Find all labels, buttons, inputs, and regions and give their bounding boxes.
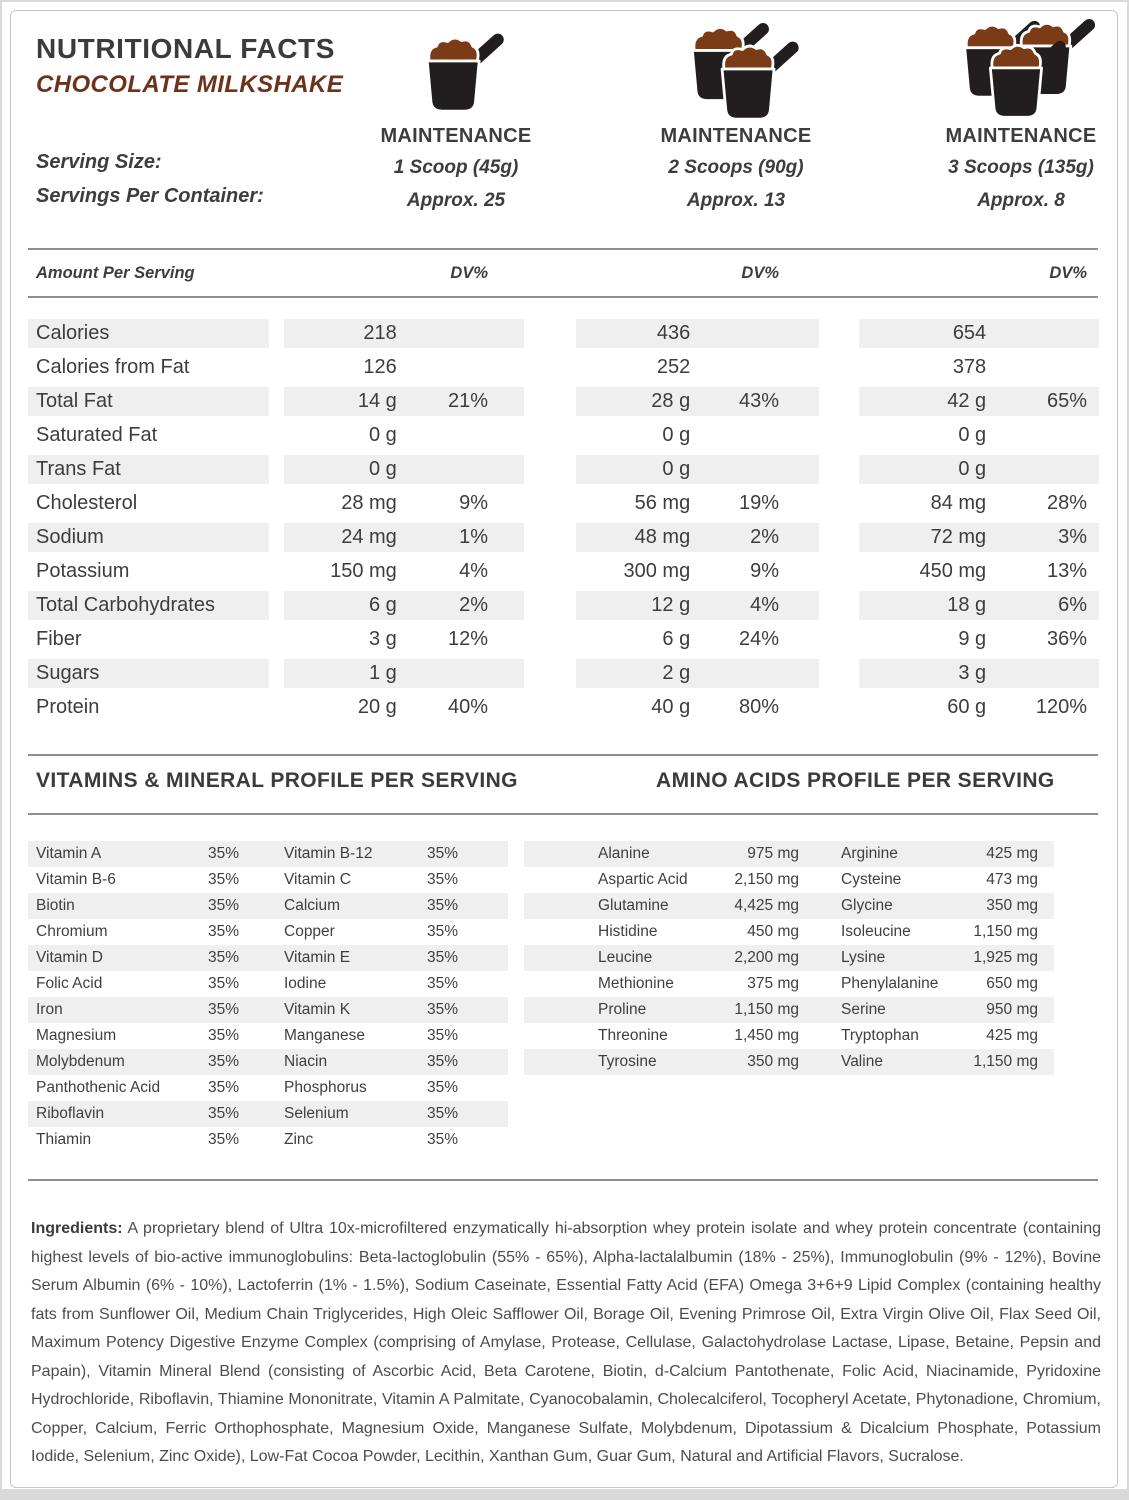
- amount-value: 12 g: [651, 594, 691, 616]
- amount-value: 3 g: [958, 662, 987, 684]
- item-value: 2,150 mg: [734, 871, 799, 888]
- dv-value: 65%: [1046, 390, 1087, 412]
- servings-count-value: Approx. 8: [977, 190, 1065, 211]
- nutrient-label: Saturated Fat: [36, 424, 158, 446]
- item-value: 1,150 mg: [973, 923, 1038, 940]
- dv-value: [986, 455, 1099, 484]
- nutrient-label: Fiber: [36, 628, 82, 650]
- item-name: Magnesium: [36, 1027, 117, 1044]
- nutrient-label: Trans Fat: [28, 455, 269, 484]
- amount-value: 9 g: [958, 628, 987, 650]
- dv-value: [986, 659, 1099, 688]
- profile-row: [28, 1127, 508, 1153]
- dv-value: 4%: [459, 560, 488, 582]
- profile-row: [28, 1075, 508, 1101]
- amount-value: 6 g: [662, 628, 691, 650]
- item-value: 35%: [426, 897, 458, 914]
- item-value: 650 mg: [986, 975, 1038, 992]
- nutrient-row: [28, 591, 1099, 620]
- dv-value: 13%: [1046, 560, 1087, 582]
- item-value: 35%: [426, 845, 458, 862]
- dv-value: 36%: [1046, 628, 1087, 650]
- divider: [28, 813, 1098, 815]
- profile-row: [28, 893, 508, 919]
- item-value: 35%: [426, 1027, 458, 1044]
- amount-per-serving-header: Amount Per Serving: [36, 264, 195, 282]
- dv-value: [397, 421, 524, 450]
- item-name: Chromium: [36, 923, 108, 940]
- dv-value: 40%: [447, 696, 488, 718]
- item-name: Vitamin K: [284, 1001, 351, 1018]
- amount-value: 84 mg: [930, 492, 987, 514]
- item-value: 1,150 mg: [973, 1053, 1038, 1070]
- serving-size-value: 3 Scoops (135g): [948, 157, 1094, 178]
- nutrient-label: Calories: [28, 319, 269, 348]
- profile-row: [524, 1049, 1054, 1075]
- item-name: Lysine: [841, 949, 886, 966]
- amount-value: 0 g: [662, 458, 691, 480]
- amount-value: 450 mg: [919, 560, 987, 582]
- dv-value: 6%: [1058, 594, 1087, 616]
- nutrient-label: Protein: [36, 696, 100, 718]
- dv-header: DV%: [450, 264, 488, 282]
- ingredients-label: Ingredients:: [31, 1220, 123, 1237]
- nutrient-row: [28, 693, 1099, 722]
- dv-value: [690, 319, 819, 348]
- double-scoop-icon: [611, 23, 861, 121]
- dv-value: 9%: [750, 560, 779, 582]
- item-name: Vitamin B-6: [36, 871, 116, 888]
- nutrient-row: [28, 319, 1099, 348]
- flavor-subtitle: CHOCOLATE MILKSHAKE: [36, 71, 344, 98]
- item-value: 35%: [426, 1053, 458, 1070]
- dv-header: DV%: [741, 264, 779, 282]
- item-name: Copper: [284, 923, 335, 940]
- nutrient-label: Calories from Fat: [36, 356, 190, 378]
- item-name: Histidine: [598, 923, 658, 940]
- dv-value: [690, 659, 819, 688]
- item-value: 35%: [207, 975, 239, 992]
- item-name: Glutamine: [598, 897, 669, 914]
- item-name: Calcium: [284, 897, 340, 914]
- item-value: 350 mg: [986, 897, 1038, 914]
- item-value: 35%: [426, 1079, 458, 1096]
- amount-value: 150 mg: [330, 560, 397, 582]
- amount-value: 72 mg: [930, 526, 987, 548]
- item-value: 35%: [207, 871, 239, 888]
- nutrient-row: [28, 455, 1099, 484]
- item-name: Leucine: [598, 949, 653, 966]
- profile-row: [524, 945, 1054, 971]
- dv-header: DV%: [1049, 264, 1087, 282]
- dv-value: 3%: [1058, 526, 1087, 548]
- serving-column-2: [611, 23, 861, 212]
- item-name: Cysteine: [841, 871, 902, 888]
- item-name: Vitamin B-12: [284, 845, 373, 862]
- item-value: 4,425 mg: [734, 897, 799, 914]
- item-value: 35%: [207, 897, 239, 914]
- plan-name: MAINTENANCE: [380, 125, 532, 147]
- profile-row: [524, 971, 1054, 997]
- nutrient-row: [28, 489, 1099, 518]
- amount-value: 654: [952, 322, 987, 344]
- dv-value: 24%: [738, 628, 779, 650]
- profile-row: [524, 919, 1054, 945]
- profile-row: [524, 841, 1054, 867]
- nutrient-row: [28, 421, 1099, 450]
- item-value: 425 mg: [986, 1027, 1038, 1044]
- item-name: Vitamin E: [284, 949, 351, 966]
- item-value: 1,150 mg: [734, 1001, 799, 1018]
- item-value: 425 mg: [986, 845, 1038, 862]
- nutrient-row: [28, 659, 1099, 688]
- dv-value: 1%: [459, 526, 488, 548]
- profile-row: [28, 971, 508, 997]
- amount-value: 1 g: [368, 662, 397, 684]
- item-name: Tryptophan: [841, 1027, 919, 1044]
- amount-value: 60 g: [947, 696, 987, 718]
- nutrient-label: Cholesterol: [36, 492, 138, 514]
- dv-value: [397, 353, 524, 382]
- dv-value: [986, 421, 1099, 450]
- dv-value: 120%: [1035, 696, 1087, 718]
- profile-row: [28, 919, 508, 945]
- amount-value: 18 g: [947, 594, 987, 616]
- item-value: 35%: [207, 1105, 239, 1122]
- item-value: 35%: [426, 1105, 458, 1122]
- dv-value: [690, 421, 819, 450]
- item-name: Manganese: [284, 1027, 366, 1044]
- nutrient-row: [28, 557, 1099, 586]
- serving-size-label: Serving Size:: [36, 151, 162, 173]
- vitamins-section-title: VITAMINS & MINERAL PROFILE PER SERVING: [36, 769, 518, 792]
- item-name: Tyrosine: [598, 1053, 657, 1070]
- item-name: Vitamin C: [284, 871, 351, 888]
- plan-name: MAINTENANCE: [660, 125, 812, 147]
- profile-row: [524, 867, 1054, 893]
- item-value: 473 mg: [986, 871, 1038, 888]
- divider: [28, 1179, 1098, 1181]
- profile-row: [28, 945, 508, 971]
- item-name: Proline: [598, 1001, 647, 1018]
- main-table-header: [28, 260, 1099, 286]
- dv-value: 21%: [447, 390, 488, 412]
- vitamins-table: [28, 841, 508, 1153]
- divider: [28, 248, 1098, 250]
- amount-value: 0 g: [368, 458, 397, 480]
- item-name: Vitamin D: [36, 949, 103, 966]
- servings-per-container-label: Servings Per Container:: [36, 185, 264, 207]
- divider: [28, 296, 1098, 298]
- nutrient-label: Sugars: [28, 659, 269, 688]
- item-name: Alanine: [598, 845, 650, 862]
- dv-value: [397, 659, 524, 688]
- item-value: 35%: [207, 1027, 239, 1044]
- nutrient-row: [28, 387, 1099, 416]
- item-value: 450 mg: [747, 923, 799, 940]
- item-name: Panthothenic Acid: [36, 1079, 161, 1096]
- item-name: Phosphorus: [284, 1079, 367, 1096]
- ingredients-text: A proprietary blend of Ultra 10x-microfiltered enzymatically hi-absorption whey protein isolate and whey protein concentrate (containing highest levels of bio-active immunoglobulins: Beta-lactoglobulin (55% - 65%), Alpha-lactalalbumin (18% - 25%), Immunoglobulin (9% - 12%), Bovine Serum Albumin (6% - 10%), Lactoferrin (1% - 1.5%), Sodium Caseinate, Essential Fatty Acid (EFA) Omega 3+6+9 Lipid Complex (containing healthy fats from Sunflower Oil, Medium Chain Triglycerides, High Oleic Safflower Oil, Borage Oil, Evening Primrose Oil, Extra Virgin Olive Oil, Flax Seed Oil, Maximum Potency Digestive Enzyme Complex (comprising of Amylase, Protease, Cellulase, Galactohydrolase Lactase, Lipase, Betaine, Pepsin and Papain), Vitamin Mineral Blend (consisting of Ascorbic Acid, Beta Carotene, Biotin, d-Calcium Pantothenate, Folic Acid, Niacinamide, Pyridoxine Hydrochloride, Riboflavin, Thiamine Mononitrate, Vitamin A Palmitate, Cyanocobalamin, Cholecalciferol, Tocopheryl Acetate, Phytonadione, Chromium, Copper, Calcium, Ferric Orthophosphate, Magnesium Oxide, Manganese Sulfate, Molybdenum, Dipotassium & Dicalcium Phosphate, Potassium Iodide, Selenium, Zinc Oxide), Low-Fat Cocoa Powder, Lecithin, Xanthan Gum, Guar Gum, Natural and Artificial Flavors, Sucralose.: [31, 1220, 1101, 1465]
- amount-value: 2 g: [662, 662, 691, 684]
- amount-value: 0 g: [368, 424, 397, 446]
- single-scoop-icon: [331, 23, 581, 121]
- nutrient-label: Sodium: [28, 523, 269, 552]
- item-name: Threonine: [598, 1027, 668, 1044]
- item-name: Serine: [841, 1001, 886, 1018]
- divider: [28, 754, 1098, 756]
- item-name: Valine: [841, 1053, 883, 1070]
- item-name: Isoleucine: [841, 923, 911, 940]
- amount-value: 436: [656, 322, 691, 344]
- dv-value: [397, 455, 524, 484]
- item-name: Iron: [36, 1001, 63, 1018]
- amount-value: 218: [363, 322, 397, 344]
- amount-value: 40 g: [651, 696, 691, 718]
- serving-column-1: [331, 23, 581, 212]
- nutrition-label-card: [10, 10, 1118, 1488]
- ingredients-paragraph: [31, 1215, 1101, 1472]
- item-name: Aspartic Acid: [598, 871, 688, 888]
- item-value: 350 mg: [747, 1053, 799, 1070]
- nutrient-label: Potassium: [36, 560, 130, 582]
- amino-acids-table: [524, 841, 1054, 1075]
- serving-size-value: 1 Scoop (45g): [393, 157, 519, 178]
- item-name: Glycine: [841, 897, 893, 914]
- item-value: 35%: [207, 949, 239, 966]
- amount-value: 48 mg: [634, 526, 691, 548]
- item-value: 35%: [207, 1001, 239, 1018]
- plan-name: MAINTENANCE: [945, 125, 1097, 147]
- dv-value: 9%: [459, 492, 488, 514]
- item-value: 35%: [426, 975, 458, 992]
- item-name: Molybdenum: [36, 1053, 125, 1070]
- item-name: Methionine: [598, 975, 674, 992]
- item-value: 35%: [426, 871, 458, 888]
- dv-value: [397, 319, 524, 348]
- item-value: 35%: [426, 949, 458, 966]
- item-value: 35%: [207, 845, 239, 862]
- profile-row: [524, 1023, 1054, 1049]
- amino-acids-section-title: AMINO ACIDS PROFILE PER SERVING: [656, 769, 1055, 792]
- nutrient-label: Total Carbohydrates: [28, 591, 269, 620]
- item-name: Zinc: [284, 1131, 314, 1148]
- dv-value: [986, 353, 1099, 382]
- item-name: Iodine: [284, 975, 327, 992]
- profile-row: [524, 997, 1054, 1023]
- item-value: 1,925 mg: [973, 949, 1038, 966]
- amount-value: 56 mg: [634, 492, 691, 514]
- item-name: Phenylalanine: [841, 975, 939, 992]
- item-value: 35%: [207, 923, 239, 940]
- triple-scoop-icon: [896, 23, 1129, 121]
- item-value: 2,200 mg: [734, 949, 799, 966]
- profile-row: [28, 1023, 508, 1049]
- nutrient-row: [28, 523, 1099, 552]
- item-name: Biotin: [36, 897, 75, 914]
- profile-row: [28, 997, 508, 1023]
- profile-row: [28, 867, 508, 893]
- item-value: 975 mg: [747, 845, 799, 862]
- item-value: 950 mg: [986, 1001, 1038, 1018]
- nutrient-row: [28, 625, 1099, 654]
- item-name: Thiamin: [36, 1131, 92, 1148]
- amount-value: 0 g: [958, 424, 987, 446]
- servings-count-value: Approx. 13: [686, 190, 786, 211]
- amount-value: 42 g: [947, 390, 987, 412]
- servings-count-value: Approx. 25: [406, 190, 506, 211]
- amount-value: 252: [656, 356, 691, 378]
- item-name: Selenium: [284, 1105, 349, 1122]
- item-name: Vitamin A: [36, 845, 102, 862]
- dv-value: 4%: [750, 594, 779, 616]
- dv-value: 2%: [750, 526, 779, 548]
- nutrient-row: [28, 353, 1099, 382]
- serving-column-3: [896, 23, 1129, 212]
- profile-row: [28, 1049, 508, 1075]
- dv-value: 12%: [447, 628, 488, 650]
- item-value: 35%: [207, 1131, 239, 1148]
- profile-row: [28, 1101, 508, 1127]
- profile-row: [524, 893, 1054, 919]
- amount-value: 0 g: [958, 458, 987, 480]
- amount-value: 3 g: [368, 628, 397, 650]
- dv-value: [690, 353, 819, 382]
- amount-value: 20 g: [357, 696, 397, 718]
- dv-value: [986, 319, 1099, 348]
- dv-value: 2%: [459, 594, 488, 616]
- item-value: 35%: [207, 1053, 239, 1070]
- amount-value: 28 mg: [341, 492, 397, 514]
- dv-value: 19%: [738, 492, 779, 514]
- dv-value: 80%: [738, 696, 779, 718]
- page-title: NUTRITIONAL FACTS: [36, 33, 336, 64]
- item-value: 35%: [426, 1131, 458, 1148]
- amount-value: 126: [363, 356, 397, 378]
- dv-value: 28%: [1046, 492, 1087, 514]
- amount-value: 28 g: [651, 390, 691, 412]
- item-value: 35%: [207, 1079, 239, 1096]
- nutrient-label: Total Fat: [28, 387, 269, 416]
- item-name: Riboflavin: [36, 1105, 105, 1122]
- amount-value: 378: [952, 356, 987, 378]
- amount-value: 300 mg: [623, 560, 691, 582]
- item-name: Arginine: [841, 845, 898, 862]
- dv-value: 43%: [738, 390, 779, 412]
- item-value: 375 mg: [747, 975, 799, 992]
- amount-value: 24 mg: [341, 526, 397, 548]
- amount-value: 6 g: [368, 594, 397, 616]
- main-table-rows: [28, 319, 1099, 727]
- dv-value: [690, 455, 819, 484]
- item-value: 1,450 mg: [734, 1027, 799, 1044]
- item-name: Folic Acid: [36, 975, 103, 992]
- profile-row: [28, 841, 508, 867]
- amount-value: 14 g: [357, 390, 397, 412]
- item-value: 35%: [426, 923, 458, 940]
- item-value: 35%: [426, 1001, 458, 1018]
- item-name: Niacin: [284, 1053, 328, 1070]
- serving-size-value: 2 Scoops (90g): [668, 157, 804, 178]
- amount-value: 0 g: [662, 424, 691, 446]
